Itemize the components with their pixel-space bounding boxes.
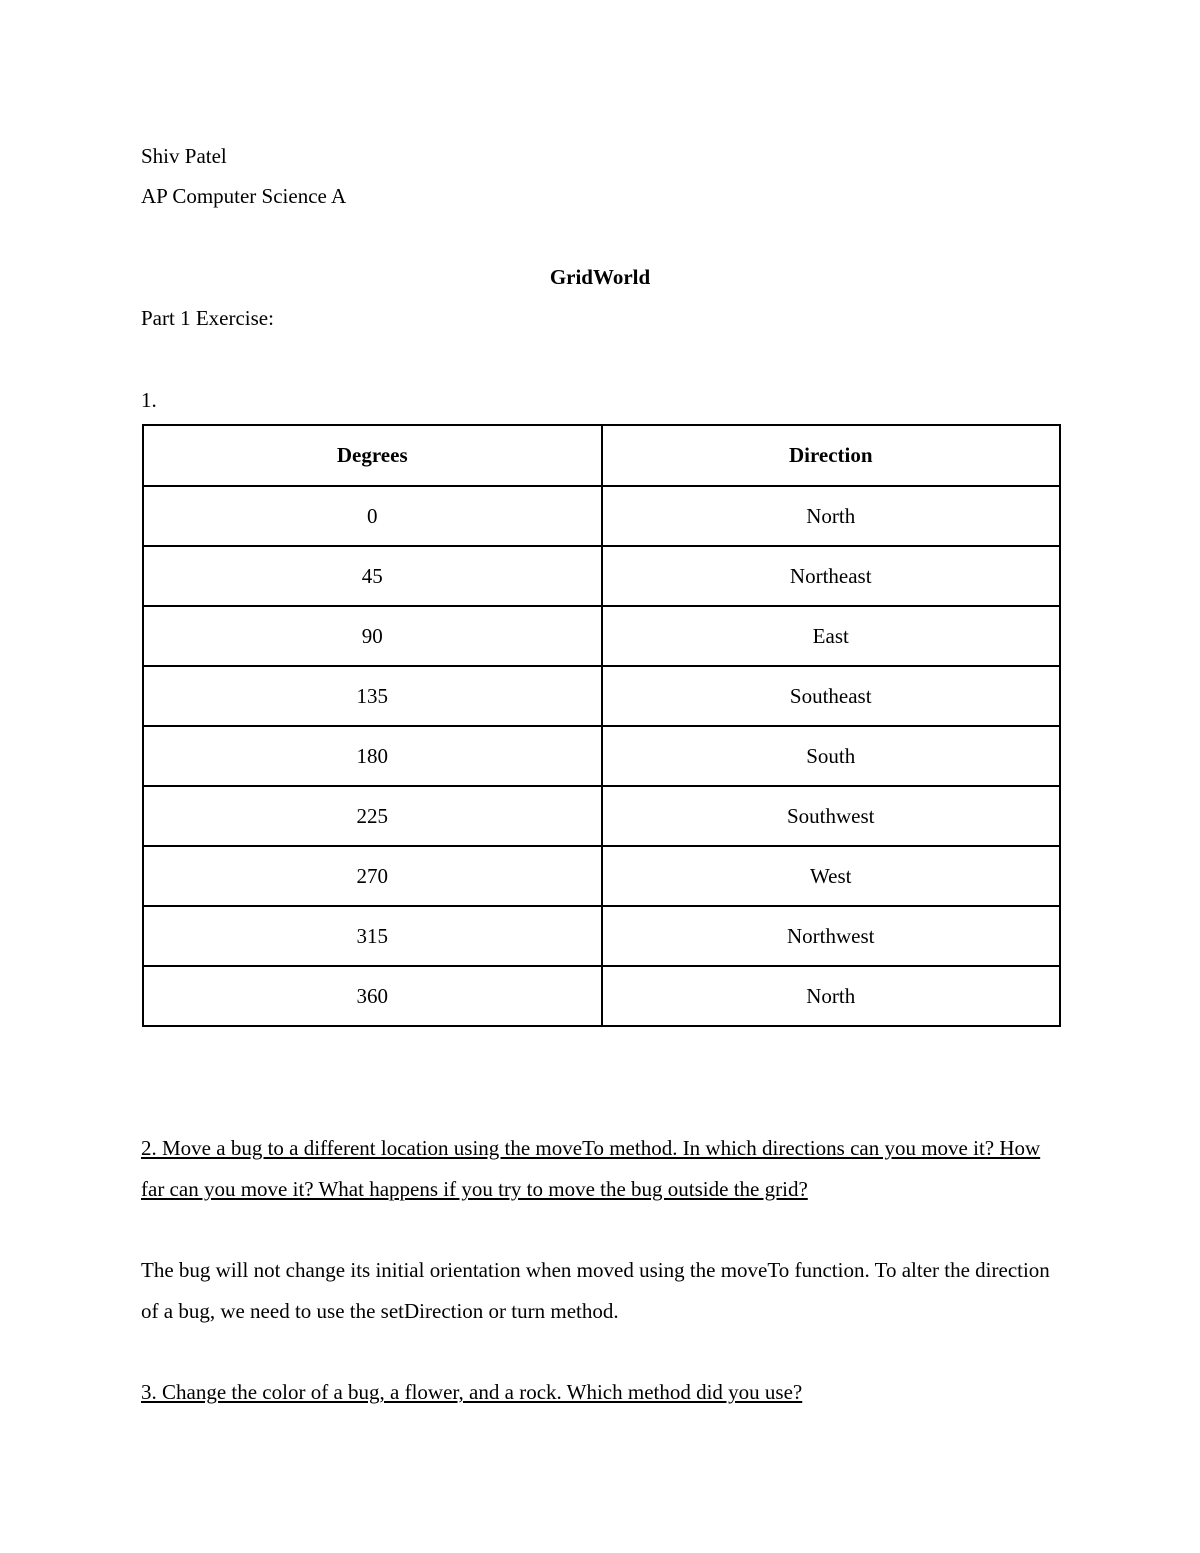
question-1-number: 1. bbox=[141, 388, 157, 412]
question-2-answer: The bug will not change its initial orientation when moved using the moveTo function. To alter the direction of a bug, we need to use the setDirection or turn method. bbox=[141, 1258, 1050, 1323]
table-row bbox=[143, 666, 1060, 726]
table-row bbox=[143, 786, 1060, 846]
section-heading: Part 1 Exercise: bbox=[141, 306, 274, 330]
direction-cell: North bbox=[602, 486, 1061, 546]
direction-cell: Northeast bbox=[602, 546, 1061, 606]
degrees-cell: 135 bbox=[143, 666, 602, 726]
direction-cell: West bbox=[602, 846, 1061, 906]
degrees-cell: 315 bbox=[143, 906, 602, 966]
degrees-cell: 270 bbox=[143, 846, 602, 906]
degrees-cell: 90 bbox=[143, 606, 602, 666]
question-3-prompt: 3. Change the color of a bug, a flower, and a rock. Which method did you use? bbox=[141, 1380, 803, 1404]
degrees-cell: 0 bbox=[143, 486, 602, 546]
table-row bbox=[143, 906, 1060, 966]
table-row bbox=[143, 546, 1060, 606]
document-title: GridWorld bbox=[549, 265, 651, 289]
table-header-row bbox=[143, 425, 1060, 486]
direction-cell: South bbox=[602, 726, 1061, 786]
table-row bbox=[143, 486, 1060, 546]
degrees-cell: 45 bbox=[143, 546, 602, 606]
table-header-degrees: Degrees bbox=[143, 425, 602, 486]
table-row bbox=[143, 726, 1060, 786]
author-name: Shiv Patel bbox=[141, 144, 227, 168]
table-header-direction: Direction bbox=[602, 425, 1061, 486]
direction-cell: Northwest bbox=[602, 906, 1061, 966]
table-row bbox=[143, 606, 1060, 666]
direction-cell: Southeast bbox=[602, 666, 1061, 726]
question-2-prompt: 2. Move a bug to a different location using the moveTo method. In which directions can you move it? How far can you move it? What happens if you try to move the bug outside the grid? bbox=[141, 1136, 1041, 1201]
degrees-direction-table bbox=[142, 424, 1061, 1027]
degrees-cell: 180 bbox=[143, 726, 602, 786]
table-row bbox=[143, 846, 1060, 906]
degrees-cell: 360 bbox=[143, 966, 602, 1026]
degrees-cell: 225 bbox=[143, 786, 602, 846]
table-row bbox=[143, 966, 1060, 1026]
course-name: AP Computer Science A bbox=[141, 184, 347, 208]
direction-cell: Southwest bbox=[602, 786, 1061, 846]
direction-cell: East bbox=[602, 606, 1061, 666]
direction-cell: North bbox=[602, 966, 1061, 1026]
